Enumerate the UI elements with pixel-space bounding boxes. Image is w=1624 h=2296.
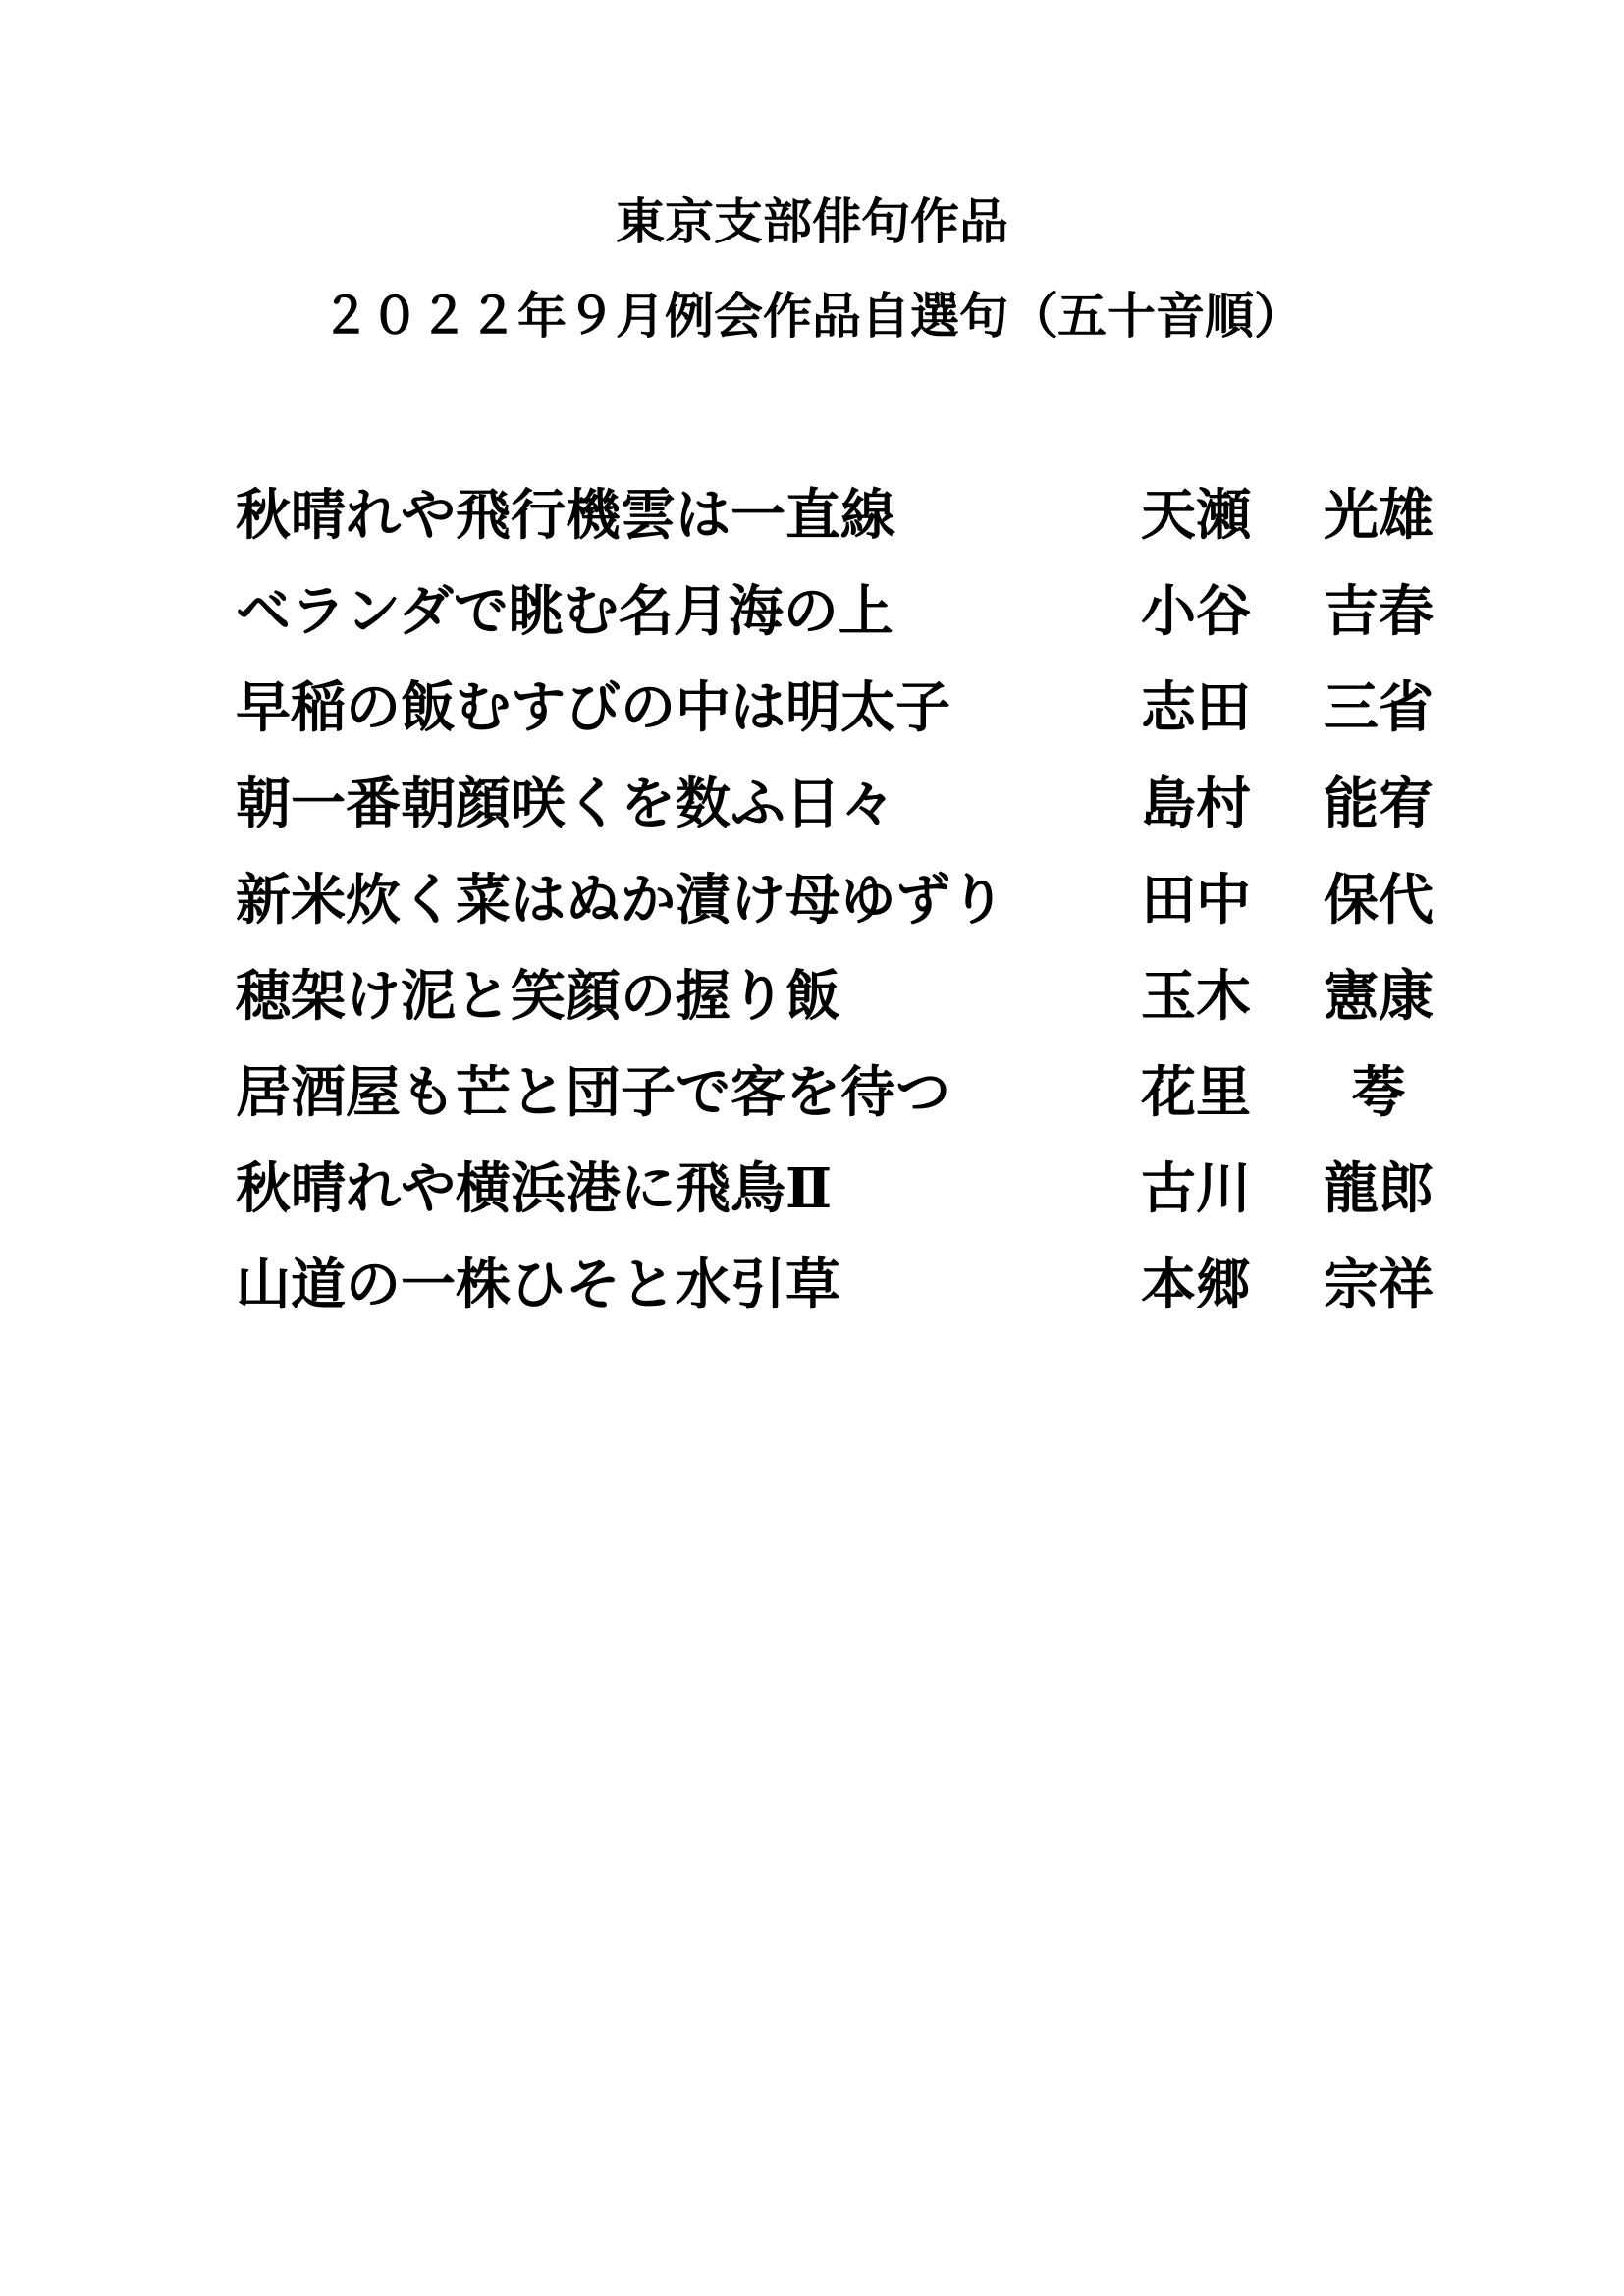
author-given-name: 保代 [1324, 868, 1434, 933]
author-given-name: 龍郎 [1324, 1156, 1434, 1221]
haiku-text: 新米炊く菜はぬか漬け母ゆずり [236, 868, 1005, 933]
haiku-text: 山道の一株ひそと水引草 [236, 1253, 840, 1317]
author-given-name: 荂 [1351, 1060, 1406, 1125]
page-title: 東京支部俳句作品 [616, 192, 1008, 250]
haiku-row [0, 481, 1624, 577]
author-family-name: 天瀬 [1141, 483, 1251, 548]
haiku-text: 秋晴れや横浜港に飛鳥Ⅱ [236, 1156, 833, 1221]
haiku-text: ベランダで眺む名月海の上 [236, 579, 893, 644]
haiku-row [0, 770, 1624, 866]
haiku-row [0, 673, 1624, 770]
page-subtitle: ２０２２年９月例会作品自選句（五十音順） [321, 287, 1303, 345]
haiku-text: 朝一番朝顔咲くを数ふ日々 [236, 772, 895, 836]
author-family-name: 小谷 [1141, 579, 1251, 644]
haiku-row [0, 1251, 1624, 1347]
author-given-name: 能宥 [1324, 772, 1434, 836]
haiku-text: 秋晴れや飛行機雲は一直線 [236, 483, 895, 548]
haiku-row [0, 1058, 1624, 1154]
author-given-name: 宗祥 [1324, 1253, 1434, 1317]
author-given-name: 吉春 [1324, 579, 1434, 644]
author-family-name: 古川 [1141, 1156, 1251, 1221]
author-given-name: 三省 [1324, 675, 1434, 740]
author-family-name: 本郷 [1141, 1253, 1251, 1317]
author-family-name: 田中 [1141, 868, 1251, 933]
haiku-row [0, 962, 1624, 1058]
haiku-text: 居酒屋も芒と団子で客を待つ [236, 1060, 950, 1125]
haiku-row [0, 1154, 1624, 1251]
author-given-name: 憲康 [1324, 964, 1434, 1029]
author-family-name: 志田 [1141, 675, 1251, 740]
author-family-name: 花里 [1141, 1060, 1251, 1125]
author-given-name: 光雄 [1324, 483, 1434, 548]
author-family-name: 玉木 [1141, 964, 1251, 1029]
haiku-text: 穂架け泥と笑顔の握り飯 [236, 964, 840, 1029]
author-family-name: 島村 [1141, 772, 1251, 836]
haiku-list [0, 481, 1624, 1347]
haiku-text: 早稲の飯むすびの中は明太子 [236, 675, 950, 740]
haiku-row [0, 577, 1624, 673]
haiku-row [0, 866, 1624, 962]
